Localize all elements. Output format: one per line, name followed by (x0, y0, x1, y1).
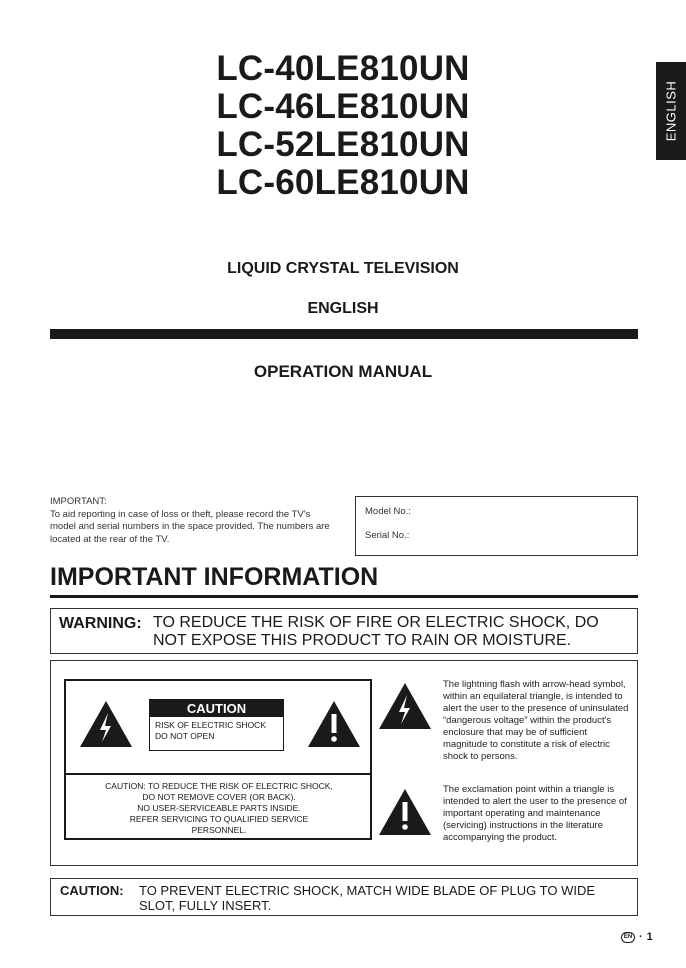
exclamation-triangle-icon (377, 787, 433, 837)
caution-divider (66, 773, 370, 775)
caution-instructions: CAUTION: TO REDUCE THE RISK OF ELECTRIC SHOCK, DO NOT REMOVE COVER (OR BACK). NO USER-SERVICEABLE PARTS INSIDE. REFER SERVICING TO QUALIFIED SERVICE PERSONNEL. (105, 781, 333, 835)
caution-inner-label (149, 699, 284, 751)
model-no-label: Model No.: (365, 506, 411, 517)
model-number: LC-46LE810UN (216, 87, 470, 126)
en-badge-icon: EN (621, 932, 635, 943)
manual-language: ENGLISH (307, 300, 379, 317)
model-number: LC-40LE810UN (216, 49, 470, 88)
manual-title: OPERATION MANUAL (253, 362, 433, 381)
caution-header: CAUTION (150, 700, 283, 717)
warning-text: TO REDUCE THE RISK OF FIRE OR ELECTRIC SHOCK, DO NOT EXPOSE THIS PRODUCT TO RAIN OR MOISTURE. (153, 614, 599, 649)
warning-label: WARNING: (59, 615, 142, 632)
model-number: LC-60LE810UN (216, 163, 470, 202)
caution-label-panel (64, 679, 372, 840)
important-note (50, 496, 335, 546)
page-number (621, 931, 653, 943)
important-note-text: IMPORTANT: To aid reporting in case of loss or theft, please record the TV's model and serial numbers in the space provided. The numbers are located at the rear of the TV. (50, 496, 330, 545)
serial-no-label: Serial No.: (365, 530, 410, 541)
record-box (355, 496, 638, 556)
exclamation-triangle-icon (306, 699, 362, 749)
exclamation-symbol-description: The exclamation point within a triangle is intended to alert the user to the presence of important operating and maintenance (servicing) instructions in the literature accompanying the product. (443, 784, 627, 843)
safety-symbols-box (50, 660, 638, 866)
page-separator: · (639, 931, 643, 943)
section-title: IMPORTANT INFORMATION (50, 563, 379, 591)
warning-box (50, 608, 638, 654)
model-list (0, 50, 686, 202)
caution-body: RISK OF ELECTRIC SHOCK DO NOT OPEN (155, 720, 266, 741)
lightning-symbol-description: The lightning flash with arrow-head symbol, within an equilateral triangle, is intended to alert the user to the presence of uninsulated “dangerous voltage” within the product's enclosure that may be of sufficient magnitude to constitute a risk of electric shock to persons. (443, 679, 629, 762)
lightning-triangle-icon (377, 681, 433, 731)
page-number-value: 1 (646, 931, 653, 943)
plug-caution-box (50, 878, 638, 916)
language-tab-label: ENGLISH (663, 80, 679, 142)
product-type: LIQUID CRYSTAL TELEVISION (227, 260, 459, 277)
divider-rule (50, 329, 638, 339)
caution-label: CAUTION: (60, 883, 124, 898)
caution-text: TO PREVENT ELECTRIC SHOCK, MATCH WIDE BLADE OF PLUG TO WIDE SLOT, FULLY INSERT. (139, 883, 596, 913)
model-number: LC-52LE810UN (216, 125, 470, 164)
lightning-triangle-icon (78, 699, 134, 749)
section-rule (50, 595, 638, 598)
